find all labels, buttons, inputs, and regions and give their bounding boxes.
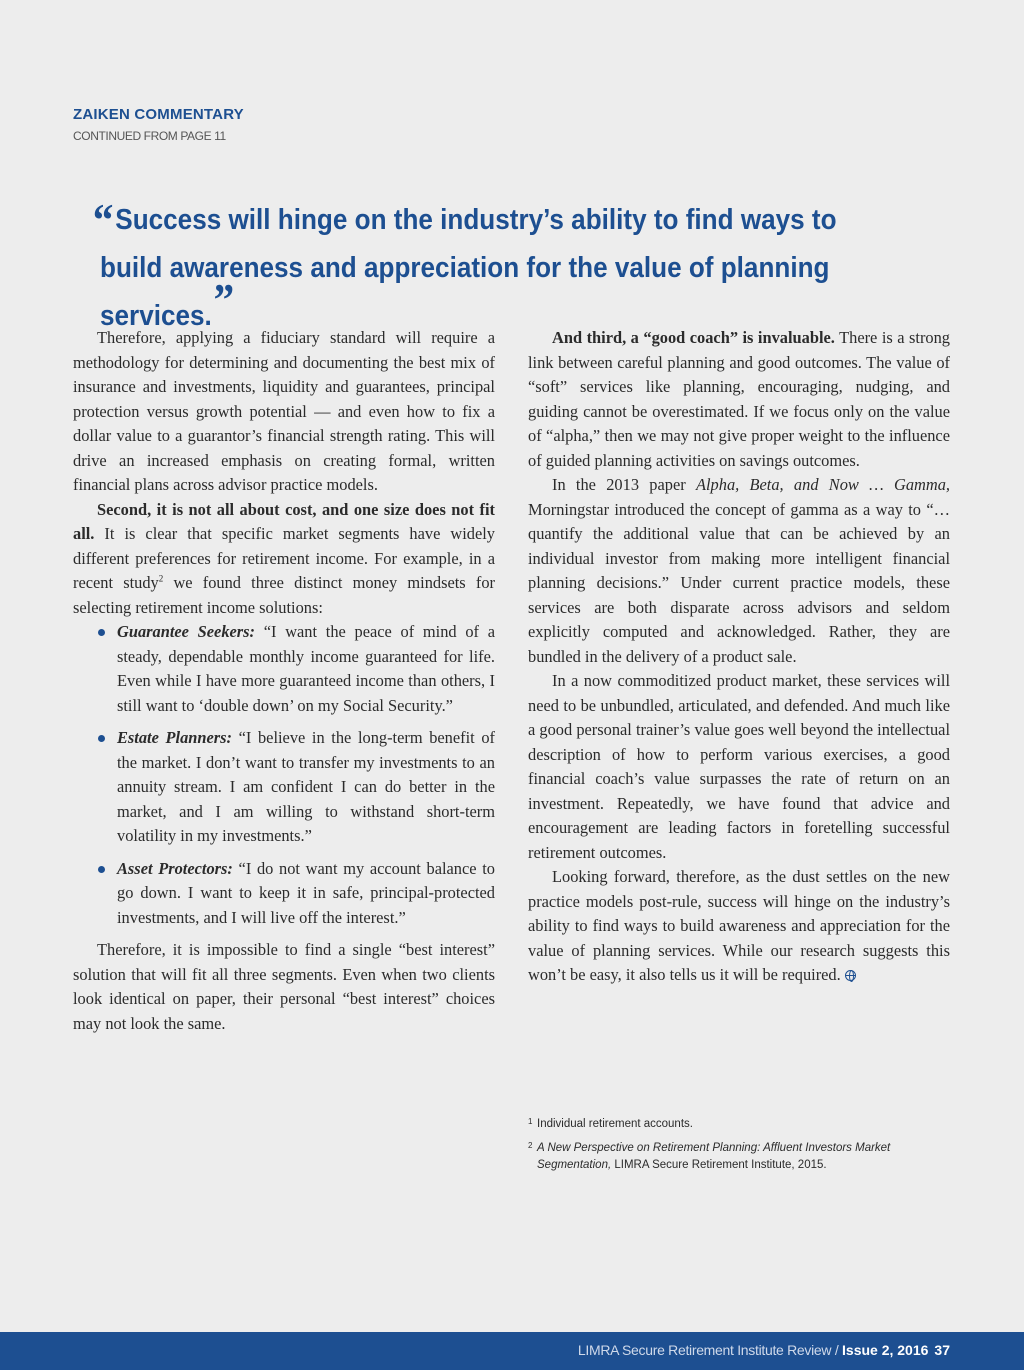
bullet-icon xyxy=(98,866,105,873)
bullet-icon xyxy=(98,629,105,636)
bullet-label: Estate Planners: xyxy=(117,728,232,747)
bullet-label: Guarantee Seekers: xyxy=(117,622,256,641)
issue-label: Issue 2, 2016 xyxy=(842,1342,929,1358)
footnote: 1 Individual retirement accounts. xyxy=(528,1116,948,1133)
paragraph: Therefore, applying a fiduciary standard will require a methodology for determining and documenting the best mix of insurance and investments, liquidity and guarantees, principal protection versus growth potential — and even how to fix a dollar value to a guarantor’s financial strength rating. This will drive an increased emphasis on creating formal, written financial plans across advisor practice models. xyxy=(73,328,495,494)
footnotes xyxy=(528,1116,948,1181)
publication-name: LIMRA Secure Retirement Institute Review xyxy=(577,1342,832,1358)
footer-bar xyxy=(0,1332,1024,1370)
list-item: Guarantee Seekers: “I want the peace of mind of a steady, dependable monthly income guaranteed for life. Even while I have more guaranteed income than others, I still want to ‘double down’ on my Social Security.” xyxy=(73,620,495,718)
pull-quote xyxy=(92,194,856,340)
paragraph: In a now commoditized product market, these services will need to be unbundled, articulated, and defended. And much like a good personal trainer’s value goes well beyond the intellectual description of how to perform various exercises, a good financial coach’s value surpasses the rate of return on an investment. Repeatedly, we have found that advice and encouragement are leading factors in foretelling successful retirement outcomes. xyxy=(528,671,950,862)
footer-text: LIMRA Secure Retirement Institute Review / Issue 2, 2016 37 xyxy=(577,1342,950,1358)
paper-title: Alpha, Beta, and Now … Gamma, xyxy=(695,475,950,494)
paragraph: Looking forward, therefore, as the dust settles on the new practice models post-rule, success will hinge on the industry’s ability to find ways to build awareness and appreciation for the value of planning services. While our research suggests this won’t be easy, it also tells us it will be required. xyxy=(528,867,950,984)
close-quote-mark: ” xyxy=(213,274,235,325)
list-item: Asset Protectors: “I do not want my account balance to go down. I want to keep it in safe, principal-protected investments, and I will live off the interest.” xyxy=(73,857,495,931)
paragraph: In the 2013 paper Alpha, Beta, and Now … Gamma, Morningstar introduced the concept of gamma as a way to “…quantify the additional value that can be achieved by an individual investor from making more intelligent financial planning decisions.” Under current practice models, these services are both disparate across advisors and seldom explicitly computed and acknowledged. Rather, they are bundled in the delivery of a product sale. xyxy=(528,475,950,666)
footnote-number: 2 xyxy=(528,1141,533,1150)
footnote-ref: 2 xyxy=(158,573,164,584)
list-item: Estate Planners: “I believe in the long-term benefit of the market. I don’t want to transfer my investments to an annuity stream. I am confident I can do better in the market, and I am willing to withstand short-term volatility in my investments.” xyxy=(73,726,495,849)
page-number: 37 xyxy=(934,1342,950,1358)
bullet-label: Asset Protectors: xyxy=(117,858,233,878)
lead-in: And third, a “good coach” is invaluable. xyxy=(552,328,835,347)
paragraph: Therefore, it is impossible to find a single “best interest” solution that will fit all three segments. Even when two clients look identical on paper, their personal “best interest” choices may not look the same. xyxy=(73,940,495,1033)
globe-icon xyxy=(845,970,856,981)
paragraph: Second, it is not all about cost, and one size does not fit all. It is clear that specific market segments have widely different preferences for retirement income. For example, in a recent study$^2$ we found three distinct money mindsets for selecting retirement income solutions: xyxy=(73,499,495,617)
footnote: 2 A New Perspective on Retirement Planning: Affluent Investors Market Segmentation, LIMRA Secure Retirement Institute, 2015. xyxy=(528,1140,948,1174)
paragraph: And third, a “good coach” is invaluable. There is a strong link between careful planning and good outcomes. The value of “soft” services like planning, encouraging, nudging, and guiding cannot be overestimated. If we focus only on the value of “alpha,” then we may not give proper weight to the influence of guided planning activities on savings outcomes. xyxy=(528,328,950,470)
pull-quote-text: Success will hinge on the industry’s ability to find ways to build awareness and appreciation for the value of planning services. xyxy=(100,204,837,332)
lead-in: Second, it is not all about cost, and one size does not fit all. xyxy=(73,499,495,543)
continued-note: CONTINUED FROM PAGE 11 xyxy=(73,129,226,143)
section-label: ZAIKEN COMMENTARY xyxy=(73,106,244,123)
mindset-list xyxy=(73,620,495,930)
open-quote-mark: “ xyxy=(92,194,114,245)
left-column xyxy=(73,326,495,1036)
footnote-number: 1 xyxy=(528,1117,533,1126)
bullet-icon xyxy=(98,735,105,742)
right-column xyxy=(528,326,950,988)
